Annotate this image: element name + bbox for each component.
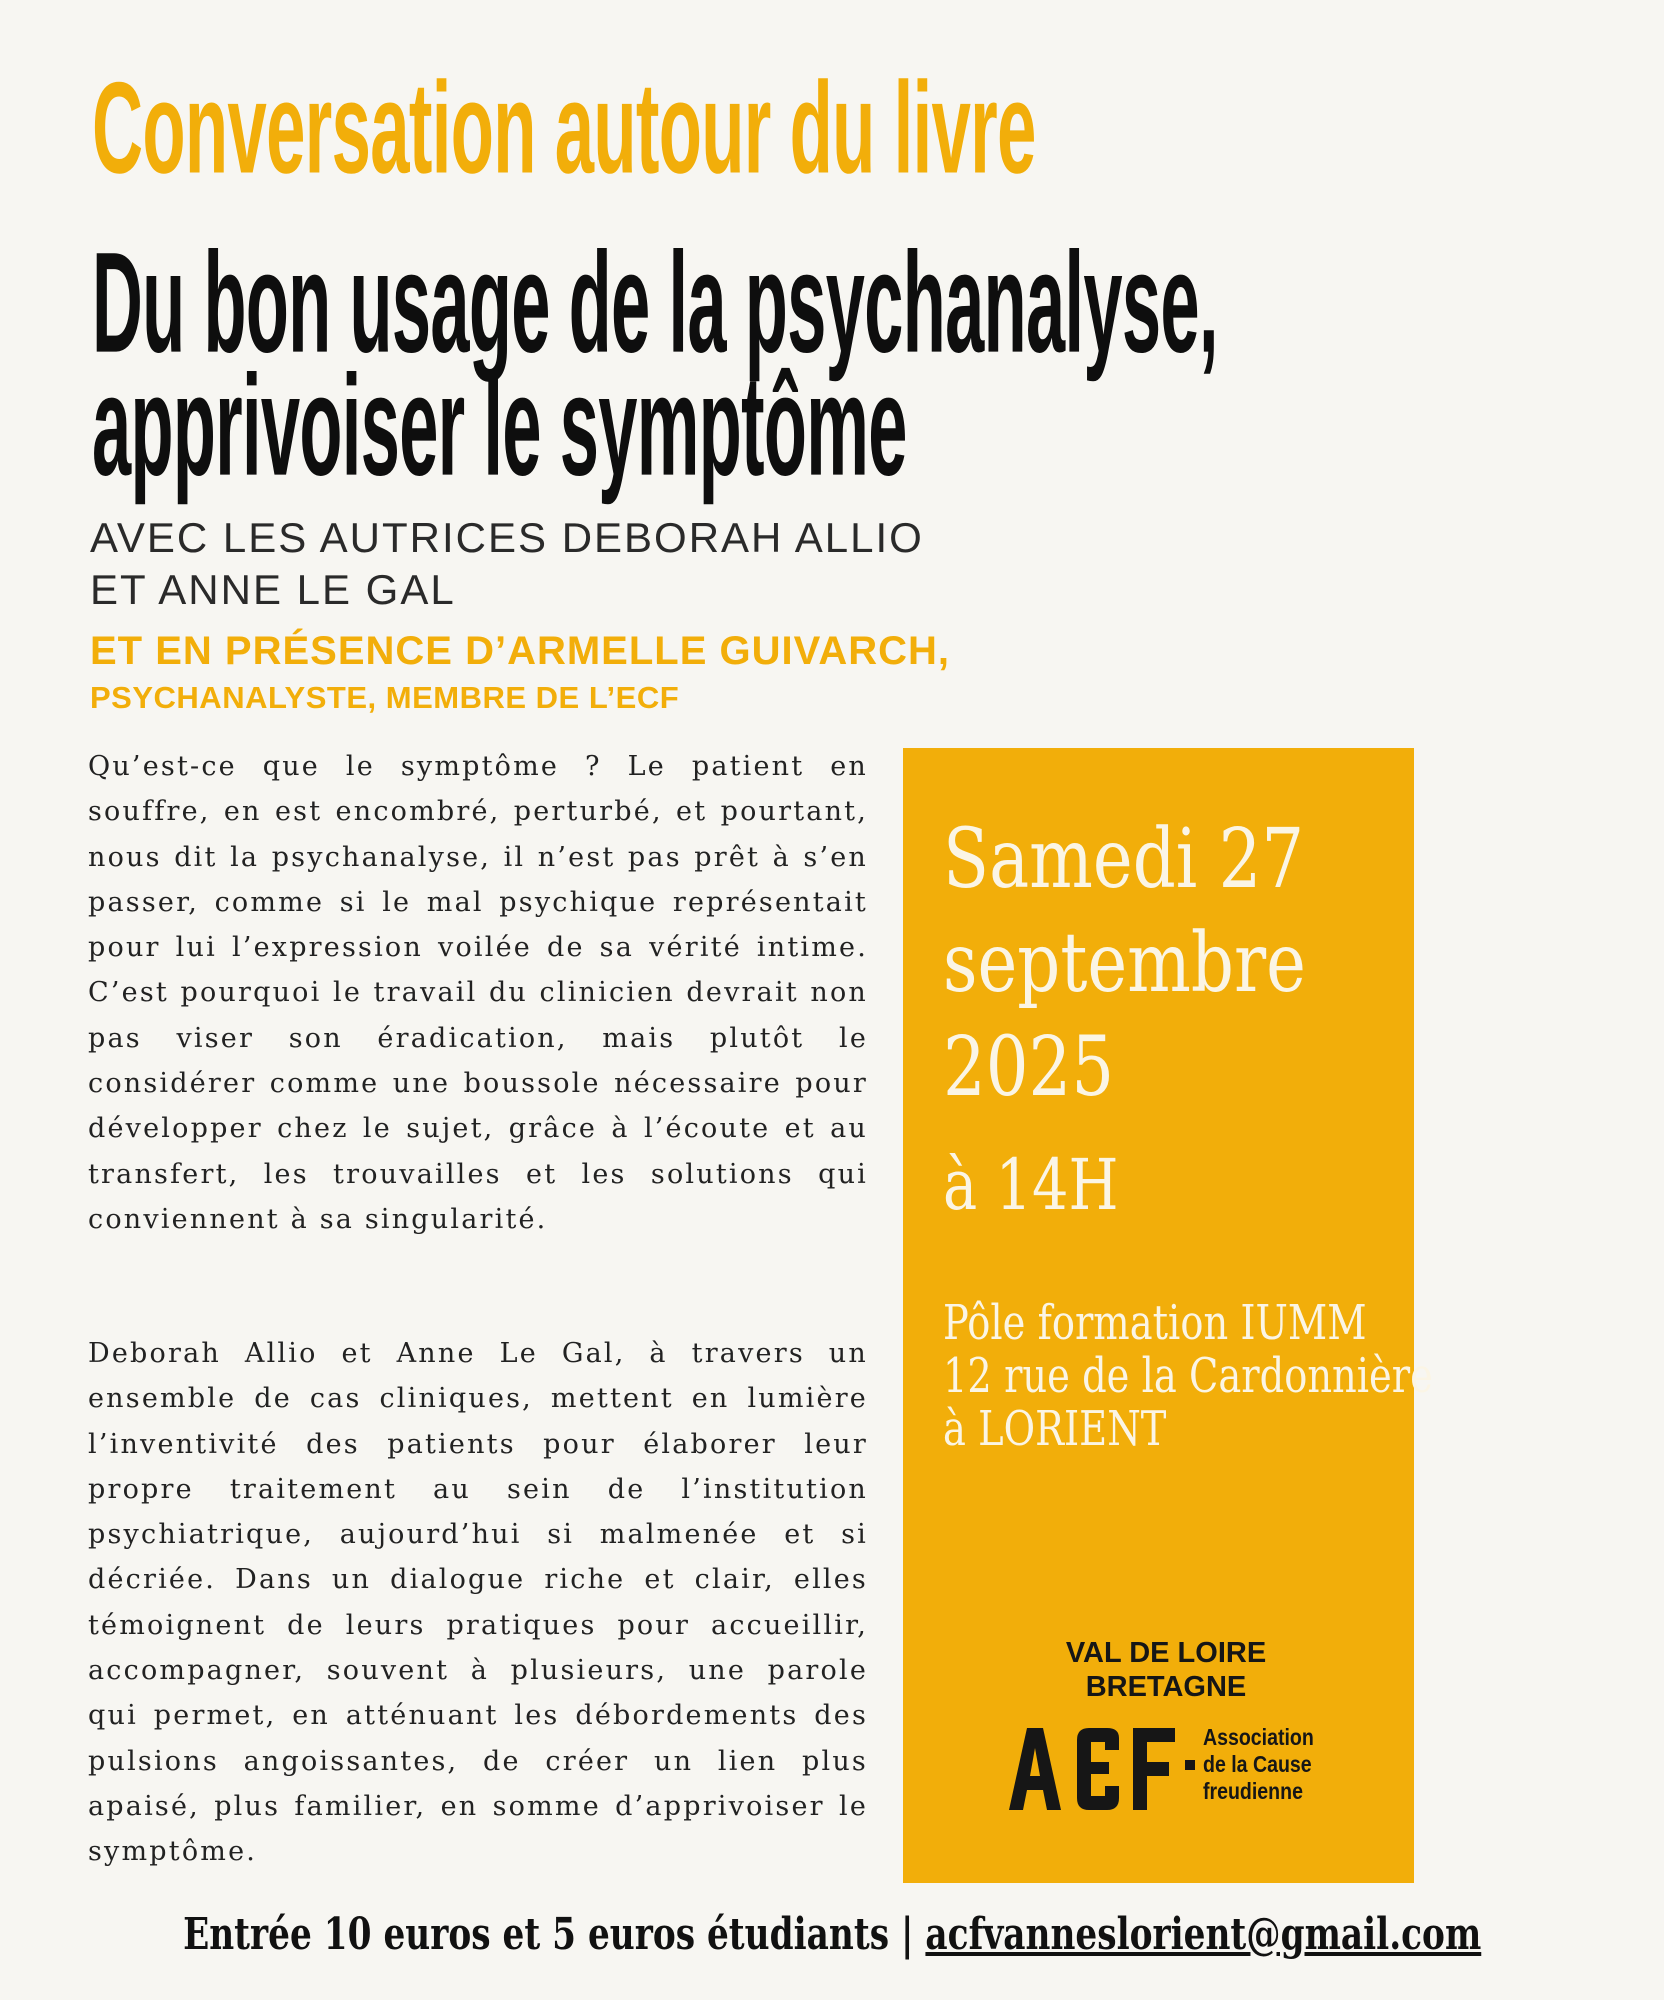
logo-region-line-2: BRETAGNE bbox=[1085, 1671, 1247, 1703]
venue-name: Pôle formation IUMM bbox=[943, 1295, 1367, 1351]
contact-email-link[interactable]: acfvanneslorient@gmail.com bbox=[925, 1909, 1482, 1960]
venue-city: à LORIENT bbox=[943, 1401, 1167, 1457]
event-date-month: septembre bbox=[943, 916, 1306, 1011]
event-date-day: Samedi 27 bbox=[943, 812, 1305, 907]
footer-separator: | bbox=[900, 1909, 914, 1960]
association-name-line-1: Association bbox=[1203, 1724, 1314, 1750]
description-paragraph-1: Qu’est-ce que le symptôme ? Le patient en souffre, en est encombré, perturbé, et pourtant, nous dit la psychanalyse, il n’est pas prêt à s’en passer, comme si le mal psychique représentait pour lui l’expression voilée de sa vérité intime. C’est pourquoi le travail du clinicien devrait non pas viser son éradication, mais plutôt le considérer comme une boussole nécessaire pour développer chez le sujet, grâce à l’écoute et au transfert, les trouvailles et les solutions qui conviennent à sa singularité. bbox=[88, 751, 868, 1235]
logo-region-line-1: VAL DE LOIRE bbox=[1065, 1637, 1267, 1669]
authors-line-1: AVEC LES AUTRICES DEBORAH ALLIO bbox=[90, 514, 924, 561]
event-title: Conversation autour du livre bbox=[92, 56, 1036, 202]
event-date-year: 2025 bbox=[943, 1020, 1115, 1115]
event-info-box bbox=[903, 748, 1433, 1883]
venue-address: 12 rue de la Cardonnière bbox=[943, 1348, 1433, 1404]
authors-line-2: ET ANNE LE GAL bbox=[90, 566, 456, 613]
guest-line-2: PSYCHANALYSTE, MEMBRE DE L’ECF bbox=[90, 680, 680, 715]
association-name-line-3: freudienne bbox=[1203, 1778, 1303, 1804]
footer-line bbox=[183, 1905, 1481, 1965]
guest-line-1: ET EN PRÉSENCE D’ARMELLE GUIVARCH, bbox=[90, 629, 950, 673]
acf-logo-icon bbox=[1003, 1718, 1203, 1818]
event-time: à 14H bbox=[943, 1144, 1119, 1226]
book-title-line-1: Du bon usage de la psychanalyse, bbox=[92, 222, 1218, 383]
association-name-line-2: de la Cause bbox=[1203, 1751, 1312, 1777]
price-info: Entrée 10 euros et 5 euros étudiants bbox=[183, 1909, 890, 1960]
footer bbox=[0, 1905, 1482, 1965]
book-title-line-2: apprivoiser le symptôme bbox=[92, 345, 907, 506]
description-paragraph-2: Deborah Allio et Anne Le Gal, à travers un ensemble de cas cliniques, mettent en lumière l’inventivité des patients pour élaborer leur propre traitement au sein de l’institution psychiatrique, aujourd’hui si malmenée et si décriée. Dans un dialogue riche et clair, elles témoignent de leurs pratiques pour accueillir, accompagner, souvent à plusieurs, une parole qui permet, en atténuant les débordements des pulsions angoissantes, de créer un lien plus apaisé, plus familier, en somme d’apprivoiser le symptôme. bbox=[88, 1338, 868, 1868]
